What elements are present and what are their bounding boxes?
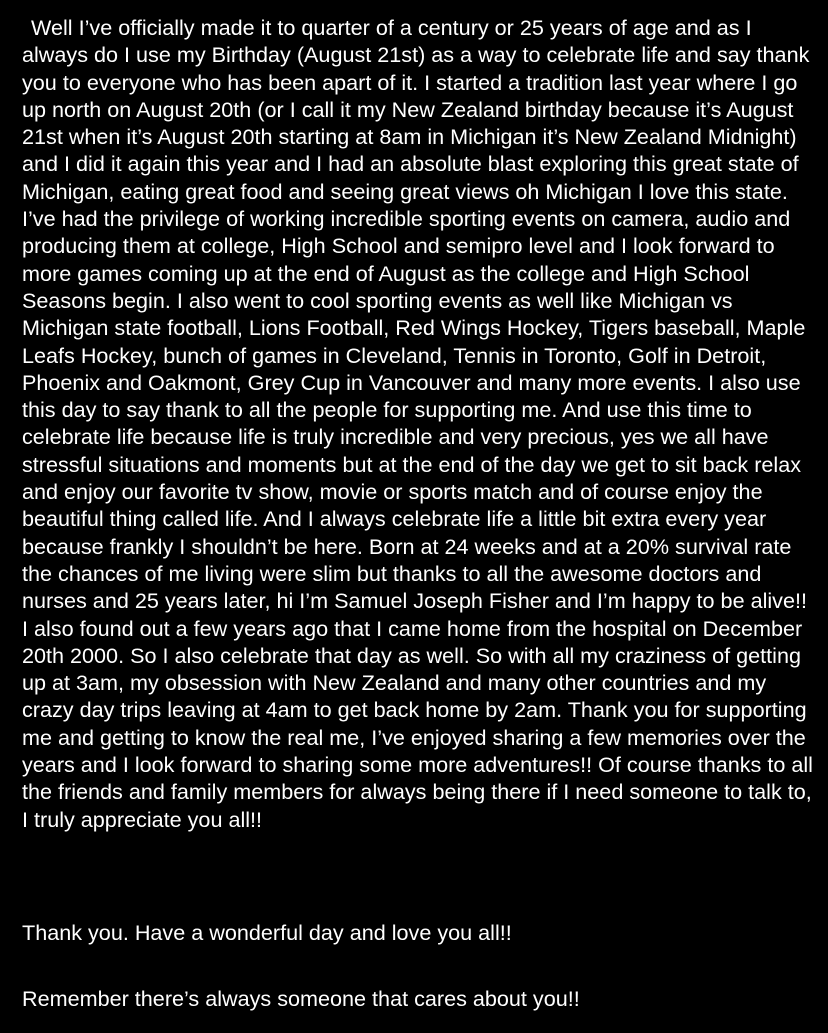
thanks-paragraph: Thank you. Have a wonderful day and love you all!!	[22, 920, 512, 945]
remember-paragraph: Remember there’s always someone that cares about you!!	[22, 986, 580, 1011]
main-paragraph: Well I’ve officially made it to quarter of a century or 25 years of age and as I always do I use my Birthday (August 21st) as a way to celebrate life and say thank you to everyone who has been apart of it. I started a tradition last year where I go up north on August 20th (or I call it my New Zealand birthday because it’s August 21st when it’s August 20th starting at 8am in Michigan it’s New Zealand Midnight) and I did it again this year and I had an absolute blast exploring this great state of Michigan, eating great food and seeing great views oh Michigan I love this state. I’ve had the privilege of working incredible sporting events on camera, audio and producing them at college, High School and semipro level and I look forward to more games coming up at the end of August as the college and High School Seasons begin. I also went to cool sporting events as well like Michigan vs Michigan state football, Lions Football, Red Wings Hockey, Tigers baseball, Maple Leafs Hockey, bunch of games in Cleveland, Tennis in Toronto, Golf in Detroit, Phoenix and Oakmont, Grey Cup in Vancouver and many more events. I also use this day to say thank to all the people for supporting me. And use this time to celebrate life because life is truly incredible and very precious, yes we all have stressful situations and moments but at the end of the day we get to sit back relax and enjoy our favorite tv show, movie or sports match and of course enjoy the beautiful thing called life. And I always celebrate life a little bit extra every year because frankly I shouldn’t be here. Born at 24 weeks and at a 20% survival rate the chances of me living were slim but thanks to all the awesome doctors and nurses and 25 years later, hi I’m Samuel Joseph Fisher and I’m happy to be alive!! I also found out a few years ago that I came home from the hospital on December 20th 2000. So I also celebrate that day as well. So with all my craziness of getting up at 3am, my obsession with New Zealand and many other countries and my crazy day trips leaving at 4am to get back home by 2am. Thank you for supporting me and getting to know the real me, I’ve enjoyed sharing a few memories over the years and I look forward to sharing some more adventures!! Of course thanks to all the friends and family members for always being there if I need someone to talk to, I truly appreciate you all!!	[22, 15, 813, 832]
birthday-note-body	[22, 14, 814, 833]
